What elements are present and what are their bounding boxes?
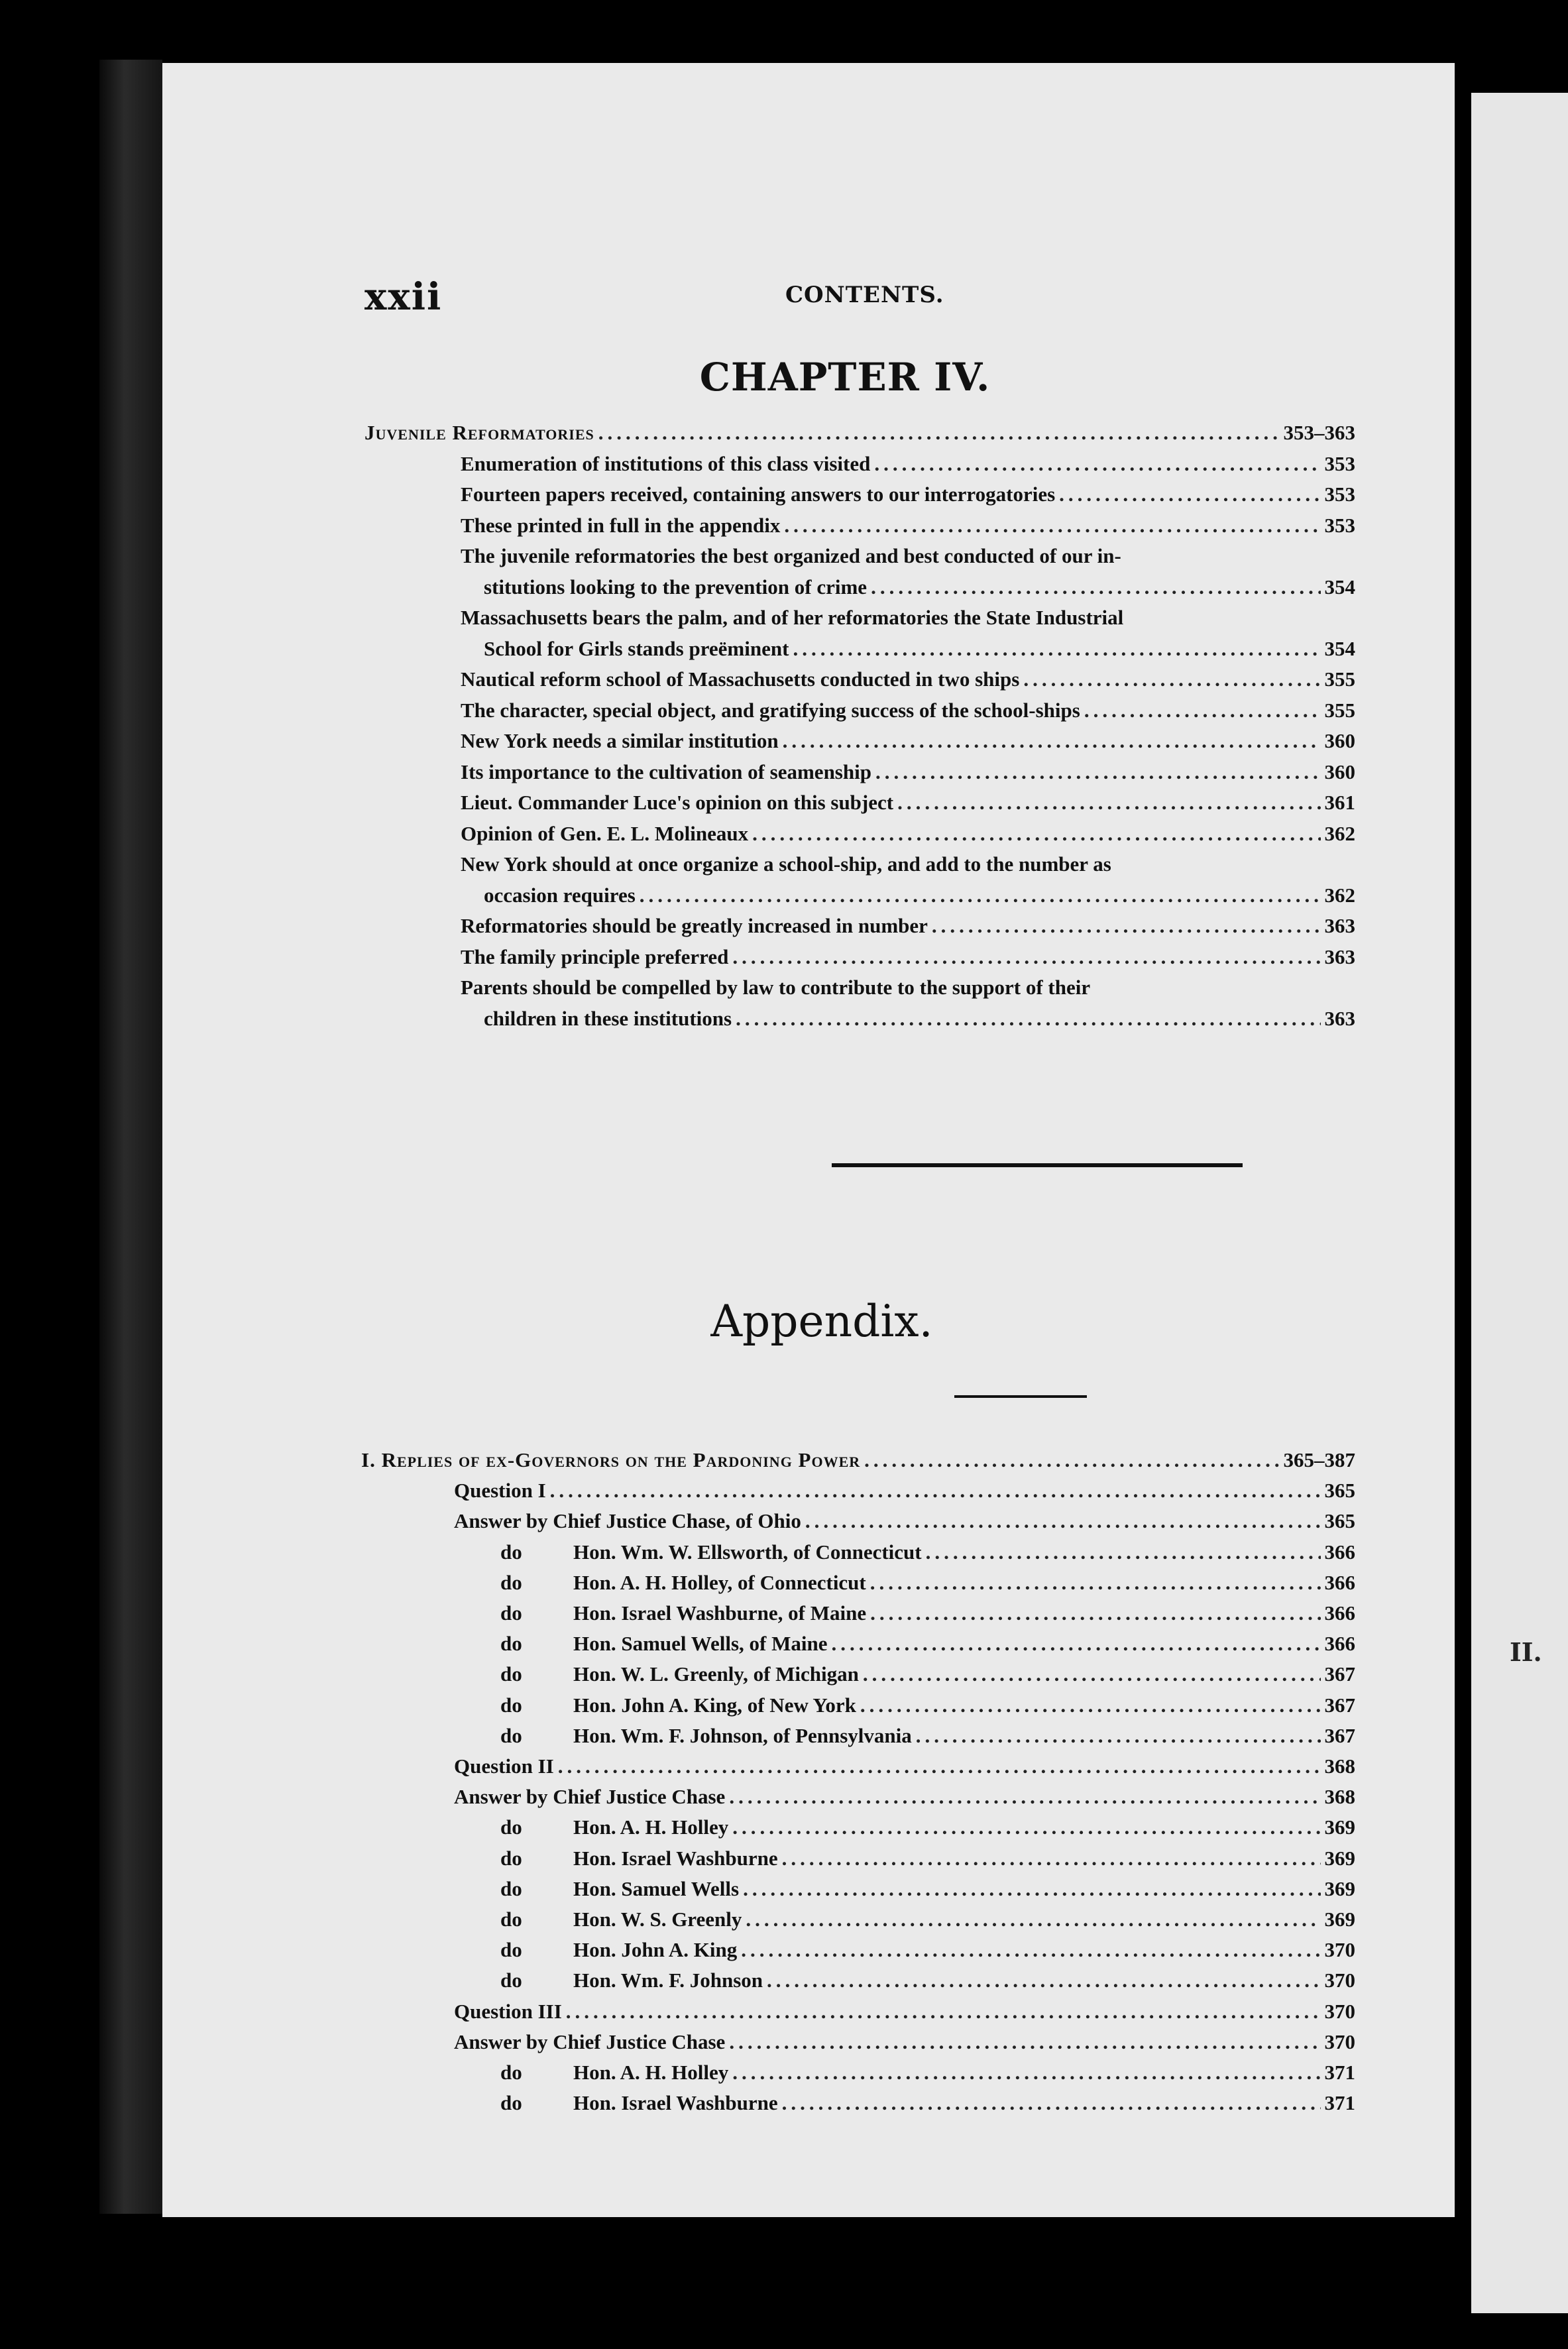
toc-entry [573, 2091, 1355, 2122]
dot-leader [805, 1509, 1321, 1533]
toc-entry-page: 353–363 [1283, 421, 1355, 444]
dot-leader [598, 421, 1280, 445]
dot-leader [864, 1448, 1279, 1472]
appendix-title: Appendix. [710, 1296, 933, 1347]
toc-entry-text: The character, special object, and gratifying success of the school-ships [461, 698, 1080, 722]
toc-entry [573, 1724, 1355, 1754]
toc-entry-page: 366 [1324, 1601, 1355, 1625]
dot-leader [558, 1754, 1321, 1778]
toc-entry [484, 575, 1355, 606]
dot-leader [793, 637, 1320, 661]
toc-entry-page: 354 [1324, 636, 1355, 660]
toc-entry-page: 363 [1324, 945, 1355, 968]
toc-entry-page: 355 [1324, 698, 1355, 722]
toc-entry [454, 1509, 1355, 1540]
toc-entry-text: children in these institutions [484, 1006, 732, 1030]
toc-entry [454, 1785, 1355, 1815]
toc-entry-text: School for Girls stands preëminent [484, 636, 789, 660]
toc-entry [461, 822, 1355, 852]
toc-entry-text: Answer by Chief Justice Chase, of Ohio [454, 1509, 801, 1533]
dot-leader [932, 914, 1321, 938]
dot-leader [870, 1571, 1321, 1595]
toc-entry-text: Nautical reform school of Massachusetts conducted in two ships [461, 667, 1020, 691]
dot-leader [746, 1908, 1320, 1931]
toc-entry-text: Hon. W. L. Greenly, of Michigan [573, 1662, 859, 1686]
toc-entry-page: 363 [1324, 1006, 1355, 1030]
toc-entry [484, 884, 1355, 914]
toc-entry-page: 370 [1324, 1999, 1355, 2023]
dot-leader [640, 884, 1321, 907]
toc-entry [454, 1479, 1355, 1509]
toc-entry-text: Juvenile Reformatories [364, 421, 594, 444]
dot-leader [875, 760, 1321, 784]
ditto-mark: do [500, 1601, 522, 1625]
toc-entry-text: Massachusetts bears the palm, and of her reformatories the State Industrial [461, 606, 1124, 629]
ditto-mark: do [500, 1908, 522, 1931]
dot-leader [782, 1847, 1321, 1870]
toc-entry-text: Answer by Chief Justice Chase [454, 2030, 726, 2053]
dot-leader [550, 1479, 1321, 1503]
toc-entry-text: Answer by Chief Justice Chase [454, 1785, 726, 1809]
toc-entry [484, 1007, 1355, 1037]
toc-entry [461, 914, 1355, 945]
toc-entry-text: New York should at once organize a school-ship, and add to the number as [461, 852, 1111, 876]
toc-entry-text: Hon. Samuel Wells [573, 1876, 740, 1900]
ditto-mark: do [500, 2061, 522, 2084]
toc-entry [461, 699, 1355, 729]
toc-entry-page: 366 [1324, 1570, 1355, 1594]
toc-entry-page: 360 [1324, 760, 1355, 783]
toc-entry [573, 1847, 1355, 1877]
chapter-title: CHAPTER IV. [699, 355, 991, 400]
toc-entry-text: Hon. W. S. Greenly [573, 1908, 742, 1931]
dot-leader [916, 1724, 1321, 1748]
toc-entry-page: 363 [1324, 914, 1355, 937]
book-spine [99, 60, 162, 2214]
page-number: xxii [364, 275, 443, 319]
toc-entry-text: Enumeration of institutions of this class visited [461, 451, 871, 475]
toc-entry-page: 362 [1324, 883, 1355, 907]
toc-entry [361, 1448, 1355, 1479]
toc-entry-text: I. Replies of ex-Governors on the Pardoning Power [361, 1448, 861, 1471]
dot-leader [926, 1540, 1321, 1564]
running-head: CONTENTS. [785, 282, 944, 308]
page-header [162, 275, 1455, 319]
ditto-mark: do [500, 1662, 522, 1686]
dot-leader [784, 514, 1320, 538]
toc-entry-text: Its importance to the cultivation of seamenship [461, 760, 871, 783]
toc-entry-text: Question I [454, 1479, 546, 1503]
toc-entry [454, 2030, 1355, 2061]
toc-entry [573, 1662, 1355, 1693]
toc-entry [573, 1815, 1355, 1846]
toc-entry-page: 369 [1324, 1846, 1355, 1870]
toc-entry [461, 667, 1355, 698]
toc-entry [484, 637, 1355, 667]
toc-entry-page: 370 [1324, 1969, 1355, 1992]
dot-leader [736, 1007, 1320, 1031]
dot-leader [767, 1969, 1321, 1992]
section-divider [832, 1163, 1243, 1167]
toc-entry-text: occasion requires [484, 883, 636, 907]
toc-entry [573, 1540, 1355, 1571]
ditto-mark: do [500, 1693, 522, 1717]
dot-leader [741, 1938, 1320, 1962]
toc-entry [454, 1754, 1355, 1785]
toc-entry-text: Hon. Wm. F. Johnson [573, 1969, 763, 1992]
toc-entry-text: Hon. Israel Washburne, of Maine [573, 1601, 867, 1625]
toc-entry-text: These printed in full in the appendix [461, 513, 781, 537]
dot-leader [863, 1662, 1321, 1686]
toc-entry [573, 1632, 1355, 1662]
dot-leader [782, 2091, 1321, 2115]
toc-entry-page: 368 [1324, 1754, 1355, 1778]
toc-entry [573, 1969, 1355, 1999]
ditto-mark: do [500, 1723, 522, 1747]
dot-leader [732, 2061, 1320, 2085]
toc-entry [364, 421, 1355, 451]
toc-entry [573, 1908, 1355, 1938]
dot-leader [860, 1693, 1321, 1717]
toc-entry-page: 369 [1324, 1908, 1355, 1931]
toc-entry [573, 1601, 1355, 1632]
toc-entry-page: 360 [1324, 729, 1355, 752]
toc-entry [573, 1938, 1355, 1969]
dot-leader [743, 1877, 1320, 1901]
toc-entry [573, 1693, 1355, 1724]
toc-entry-page: 355 [1324, 667, 1355, 691]
ditto-mark: do [500, 1632, 522, 1656]
toc-entry-page: 371 [1324, 2061, 1355, 2084]
dot-leader [871, 575, 1320, 599]
toc-entry-text: Question III [454, 1999, 562, 2023]
ditto-mark: do [500, 2091, 522, 2115]
toc-entry-text: Lieut. Commander Luce's opinion on this subject [461, 791, 894, 814]
facing-page-label: II. [1510, 1637, 1542, 1667]
toc-entry-page: 362 [1324, 821, 1355, 845]
toc-entry-page: 367 [1324, 1662, 1355, 1686]
toc-entry-text: Hon. A. H. Holley [573, 2061, 729, 2084]
toc-entry-page: 365–387 [1283, 1448, 1355, 1471]
toc-entry-page: 366 [1324, 1540, 1355, 1564]
toc-entry-page: 365 [1324, 1479, 1355, 1503]
toc-entry-text: Hon. Israel Washburne [573, 2091, 778, 2115]
toc-entry-page: 368 [1324, 1785, 1355, 1809]
toc-entry-text: stitutions looking to the prevention of crime [484, 575, 868, 599]
toc-entry-text: Hon. Israel Washburne [573, 1846, 778, 1870]
ditto-mark: do [500, 1938, 522, 1962]
toc-entry-text: New York needs a similar institution [461, 729, 779, 752]
ditto-mark: do [500, 1540, 522, 1564]
ditto-mark: do [500, 1969, 522, 1992]
ditto-mark: do [500, 1876, 522, 1900]
toc-entry [573, 1877, 1355, 1908]
toc-entry [461, 945, 1355, 976]
ditto-mark: do [500, 1846, 522, 1870]
dot-leader [752, 822, 1320, 846]
dot-leader [874, 452, 1320, 476]
toc-entry [461, 760, 1355, 791]
dot-leader [783, 729, 1321, 753]
toc-entry-page: 353 [1324, 483, 1355, 506]
dot-leader [729, 2030, 1320, 2054]
toc-entry [454, 2000, 1355, 2030]
toc-entry [461, 483, 1355, 513]
toc-entry-text: The juvenile reformatories the best organized and best conducted of our in- [461, 544, 1121, 567]
toc-entry-page: 371 [1324, 2091, 1355, 2115]
toc-entry-page: 353 [1324, 451, 1355, 475]
toc-entry-page: 370 [1324, 1938, 1355, 1962]
toc-entry-text: Question II [454, 1754, 554, 1778]
toc-entry-page: 366 [1324, 1632, 1355, 1656]
toc-entry [461, 514, 1355, 544]
toc-entry-page: 367 [1324, 1693, 1355, 1717]
dot-leader [870, 1601, 1320, 1625]
facing-page-edge [1471, 93, 1568, 2313]
dot-leader [566, 2000, 1321, 2024]
toc-entry [461, 729, 1355, 760]
toc-entry-page: 353 [1324, 513, 1355, 537]
dot-leader [732, 1815, 1320, 1839]
toc-entry-page: 354 [1324, 575, 1355, 599]
toc-entry-text: Hon. A. H. Holley, of Connecticut [573, 1570, 866, 1594]
toc-entry-text: Hon. Samuel Wells, of Maine [573, 1632, 828, 1656]
toc-entry-page: 365 [1324, 1509, 1355, 1533]
toc-entry [573, 1571, 1355, 1601]
dot-leader [732, 945, 1320, 969]
dot-leader [832, 1632, 1321, 1656]
toc-entry [573, 2061, 1355, 2091]
toc-entry-text: Hon. A. H. Holley [573, 1815, 729, 1839]
toc-entry [461, 452, 1355, 483]
book-page [162, 63, 1455, 2217]
title-underline [954, 1395, 1087, 1398]
dot-leader [729, 1785, 1320, 1809]
toc-entry-text: Fourteen papers received, containing answers to our interrogatories [461, 483, 1056, 506]
toc-entry-text: Hon. Wm. W. Ellsworth, of Connecticut [573, 1540, 922, 1564]
dot-leader [1059, 483, 1320, 506]
dot-leader [1084, 699, 1321, 722]
toc-entry-text: Hon. John A. King, of New York [573, 1693, 856, 1717]
toc-entry-page: 367 [1324, 1723, 1355, 1747]
ditto-mark: do [500, 1570, 522, 1594]
toc-entry-page: 370 [1324, 2030, 1355, 2053]
toc-entry-page: 361 [1324, 791, 1355, 814]
ditto-mark: do [500, 1815, 522, 1839]
toc-entry-text: Opinion of Gen. E. L. Molineaux [461, 821, 749, 845]
toc-entry-page: 369 [1324, 1815, 1355, 1839]
dot-leader [1023, 667, 1320, 691]
toc-entry-text: Parents should be compelled by law to contribute to the support of their [461, 976, 1091, 999]
toc-entry-text: Hon. John A. King [573, 1938, 738, 1962]
dot-leader [897, 791, 1320, 815]
toc-entry [461, 791, 1355, 821]
toc-entry-page: 369 [1324, 1876, 1355, 1900]
toc-entry-text: Reformatories should be greatly increased in number [461, 914, 928, 937]
toc-entry-text: The family principle preferred [461, 945, 729, 968]
toc-entry-text: Hon. Wm. F. Johnson, of Pennsylvania [573, 1723, 912, 1747]
